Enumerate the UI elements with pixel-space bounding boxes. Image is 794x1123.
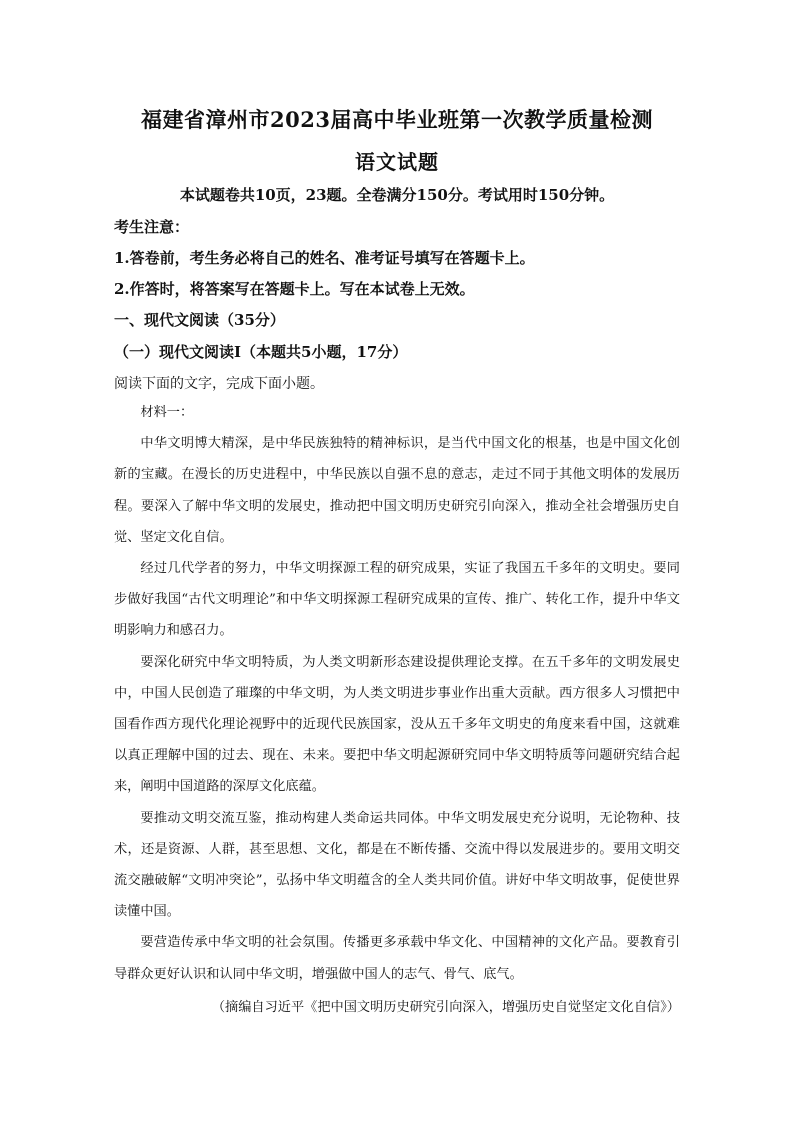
notice-item-2: 2.作答时，将答案写在答题卡上。写在本试卷上无效。 — [114, 280, 475, 298]
notice-heading: 考生注意： — [114, 218, 190, 236]
material-paragraph-2: 经过几代学者的努力，中华文明探源工程的研究成果，实证了我国五千多年的文明史。要同步做好我国“古代文明理论”和中华文明探源工程研究成果的宣传、推广、转化工作，提升中华文明影响力和感召力。 — [114, 561, 680, 639]
material-body — [114, 397, 680, 990]
exam-info: 本试题卷共10页，23题。全卷满分150分。考试用时150分钟。 — [179, 186, 615, 204]
material-label: 材料一： — [140, 405, 194, 420]
exam-subtitle: 语文试题 — [355, 150, 439, 174]
material-paragraph-5: 要营造传承中华文明的社会氛围。传播更多承载中华文化、中国精神的文化产品。要教育引导群众更好认识和认同中华文明，增强做中国人的志气、骨气、底气。 — [114, 935, 680, 982]
material-paragraph-3: 要深化研究中华文明特质，为人类文明新形态建设提供理论支撑。在五千多年的文明发展史中，中国人民创造了璀璨的中华文明，为人类文明进步事业作出重大贡献。西方很多人习惯把中国看作西方现代化理论视野中的近现代民族国家，没从五千多年文明史的角度来看中国，这就难以真正理解中国的过去、现在、未来。要把中华文明起源研究同中华文明特质等问题研究结合起来，阐明中国道路的深厚文化底蕴。 — [114, 654, 680, 795]
material-paragraph-1: 中华文明博大精深，是中华民族独特的精神标识，是当代中国文化的根基，也是中国文化创新的宝藏。在漫长的历史进程中，中华民族以自强不息的意志，走过不同于其他文明体的发展历程。要深入了解中华文明的发展史，推动把中国文明历史研究引向深入，推动全社会增强历史自觉、坚定文化自信。 — [114, 436, 680, 545]
section-instruction: 阅读下面的文字，完成下面小题。 — [114, 376, 324, 392]
section-subtitle: （一）现代文阅读Ⅰ（本题共5小题，17分） — [114, 343, 408, 361]
section-title: 一、现代文阅读（35分） — [114, 311, 285, 329]
material-source: （摘编自习近平《把中国文明历史研究引向深入，增强历史自觉坚定文化自信》） — [211, 1000, 680, 1015]
material-paragraph-4: 要推动文明交流互鉴，推动构建人类命运共同体。中华文明发展史充分说明，无论物种、技术，还是资源、人群，甚至思想、文化，都是在不断传播、交流中得以发展进步的。要用文明交流交融破解“文明冲突论”，弘扬中华文明蕴含的全人类共同价值。讲好中华文明故事，促使世界读懂中国。 — [114, 810, 680, 920]
exam-title: 福建省漳州市2023届高中毕业班第一次教学质量检测 — [141, 107, 653, 132]
notice-item-1: 1.答卷前，考生务必将自己的姓名、准考证号填写在答题卡上。 — [114, 249, 535, 267]
